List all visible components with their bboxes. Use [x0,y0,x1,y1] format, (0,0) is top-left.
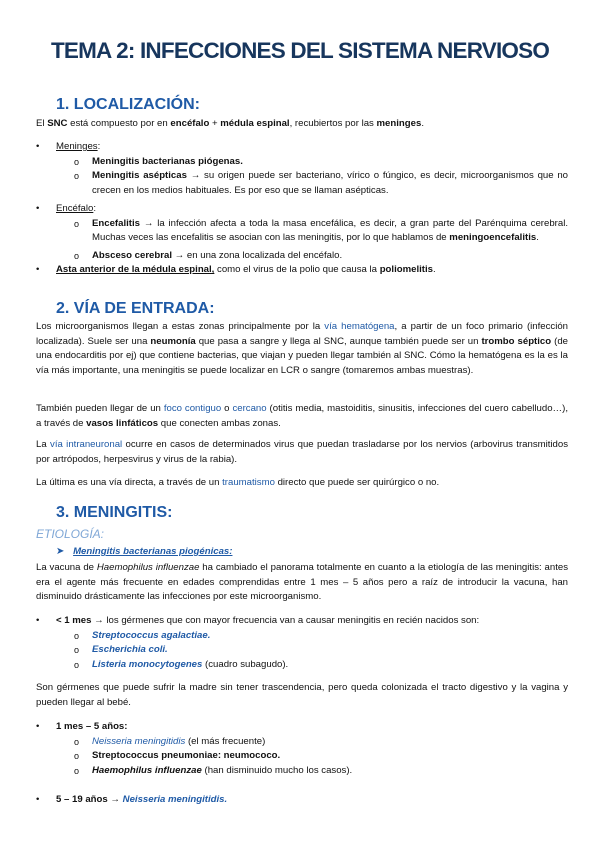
list-item-1-to-5-years: • 1 mes – 5 años: [36,720,568,735]
localization-list [36,140,568,278]
section-2-paragraph-3: La vía intraneuronal ocurre en casos de determinados virus que puedan trasladarse por los nervios (arbovirus transmitidos por artrópodos, herpesvirus y virus de la rabia). [36,439,569,465]
list-item: o Neisseria meningitidis (el más frecuente) [36,735,568,750]
bullet-icon: • [36,203,40,214]
age-list-2 [36,720,568,778]
section-2-paragraph-2: También pueden llegar de un foco contiguo o cercano (otitis media, mastoiditis, sinusitis, infecciones del cuero cabelludo…), a través de vasos linfáticos que conecten ambas zonas. [36,403,569,429]
section-3-heading: 3. MENINGITIS: [56,504,173,521]
list-item: o Haemophilus influenzae (han disminuido mucho los casos). [36,764,568,779]
list-item-5-to-19-years: • 5 – 19 años → Neisseria meningitidis. [36,793,568,808]
age-list-3 [36,793,568,808]
age-list-1 [36,614,568,672]
circle-bullet-icon: o [74,218,80,229]
bullet-icon: • [36,615,40,626]
list-item: o Streptococcus agalactiae. [36,629,568,644]
list-item: o Listeria monocytogenes (cuadro subagudo). [36,658,568,673]
arrowhead-icon: ➤ [56,546,65,557]
section-3-paragraph-1: La vacuna de Haemophilus influenzae ha cambiado el panorama totalmente en cuanto a la etiología de las meningitis: antes era el agente más frecuente en edades comprendidas entre 1 mes – 5 años pero a raíz de introducir la vacuna, han disminuido drásticamente las infecciones por este microorganismo. [36,562,568,602]
list-item-under-1-month: • < 1 mes → los gérmenes que con mayor frecuencia van a causar meningitis en recién nacidos son: [36,614,568,629]
list-item: o Meningitis asépticas → su origen puede ser bacteriano, vírico o fúngico, es decir, microorganismos que no crecen en los medios habituales. Es por eso que se llaman asépticas. [74,170,568,196]
list-item: o Escherichia coli. [36,643,568,658]
section-2-paragraph-1: Los microorganismos llegan a estas zonas principalmente por la vía hematógena, a partir de un foco primario (infección localizada). Suele ser una neumonía que pasa a sangre y llega al SNC, aunque también puede ser un trombo séptico (de una endocarditis por ej) que contiene bacterias, que viajan y pueden llegar también al SNC. Cómo la hematógena es la es la vía más importante, una meningitis se puede localizar en LCR o sangre (tomaremos ambas muestras). [36,321,569,376]
section-1-intro: El SNC está compuesto por en encéfalo + médula espinal, recubiertos por las meninges. [36,118,424,129]
circle-bullet-icon: o [74,765,80,776]
circle-bullet-icon: o [74,630,80,641]
list-item-meninges: • Meninges: [36,140,568,155]
circle-bullet-icon: o [74,250,80,261]
section-2-heading: 2. VÍA DE ENTRADA: [56,300,215,317]
page-title: TEMA 2: INFECCIONES DEL SISTEMA NERVIOSO [50,38,550,63]
section-1-heading: 1. LOCALIZACIÓN: [56,96,200,113]
list-item: o Meningitis bacterianas piógenas. [36,155,568,170]
circle-bullet-icon: o [74,736,80,747]
section-2-paragraph-4: La última es una vía directa, a través de un traumatismo directo que puede ser quirúrgico o no. [36,477,440,488]
subheading-bacterianas: ➤ Meningitis bacterianas piogénicas: [56,546,233,557]
circle-bullet-icon: o [74,171,80,181]
circle-bullet-icon: o [74,156,80,167]
bullet-icon: • [36,141,40,152]
circle-bullet-icon: o [74,751,80,761]
list-item: o Encefalitis → la infección afecta a toda la masa encefálica, es decir, a gran parte del Parénquima cerebral. Muchas veces las encefalitis se asocian con las meningitis, por lo que hablamos de meningoencefalitis. [74,217,568,243]
list-item: o Absceso cerebral → en una zona localizada del encéfalo. [36,249,568,264]
list-item-asta: • Asta anterior de la médula espinal, como el virus de la polio que causa la poliomelitis. [36,263,568,278]
bullet-icon: • [36,721,40,732]
list-item-encefalo: • Encéfalo: [36,202,568,217]
section-3-paragraph-2: Son gérmenes que puede sufrir la madre sin tener trascendencia, pero queda colonizada el tracto digestivo y la vagina y pueden llegar al bebé. [36,682,568,708]
circle-bullet-icon: o [74,659,80,670]
circle-bullet-icon: o [74,645,80,655]
etiologia-label: ETIOLOGÍA: [36,527,105,541]
bullet-icon: • [36,264,40,275]
bullet-icon: • [36,794,40,805]
list-item: o Streptococcus pneumoniae: neumococo. [36,749,568,764]
